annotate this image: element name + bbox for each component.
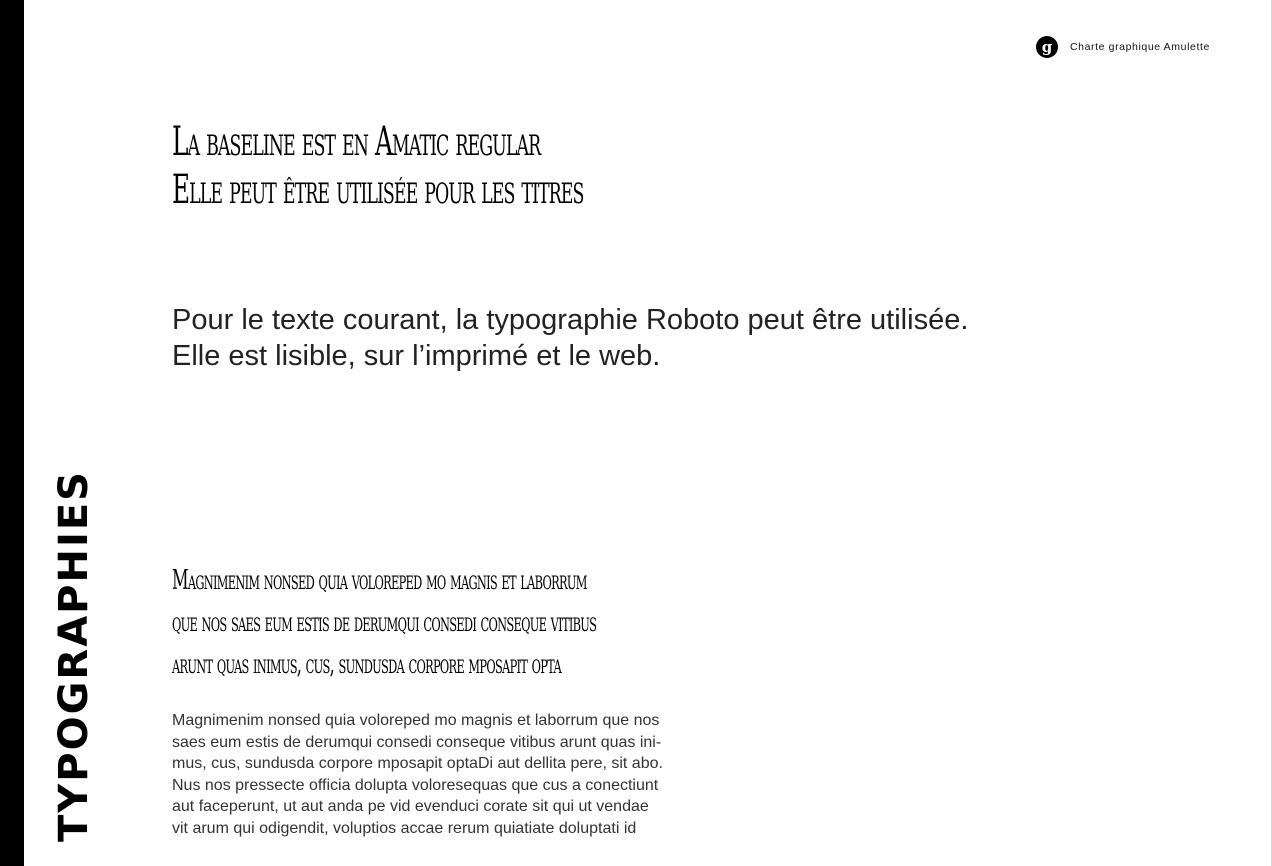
logo-letter: g	[1041, 38, 1053, 56]
display-sample-line: arunt quas inimus, cus, sundusda corpore mposapit opta	[172, 649, 561, 680]
body-font-sample	[172, 710, 732, 840]
section-title: TYPOGRAPHIES	[51, 470, 97, 842]
body-sample-line: Nus nos pressecte officia dolupta voloresequas que cus a conectiunt	[172, 776, 659, 794]
body-sample-line: mus, cus, sundusda corpore mposapit optaDi aut dellita pere, sit abo.	[172, 755, 663, 773]
g-letter-icon	[1036, 36, 1058, 58]
left-accent-bar	[0, 0, 24, 866]
display-sample-line: Magnimenim nonsed quia voloreped mo magnis et laborrum	[172, 565, 587, 596]
intro-line: Elle est lisible, sur l’imprimé et le web.	[172, 340, 661, 372]
body-sample-line: saes eum estis de derumqui consedi conseque vitibus arunt quas ini-	[172, 733, 662, 751]
display-font-sample	[172, 560, 596, 686]
body-sample-line: Magnimenim nonsed quia voloreped mo magnis et laborrum que nos	[172, 712, 660, 729]
display-title-line: La baseline est en Amatic regular	[172, 119, 541, 165]
intro-paragraph	[172, 302, 1072, 374]
body-sample-line: vit arum qui odigendit, voluptios accae rerum quiatiate doluptati id	[172, 819, 637, 837]
header-brand	[1036, 36, 1210, 58]
logo-glyph	[1036, 36, 1058, 58]
display-font-title	[172, 118, 583, 214]
brand-label: Charte graphique Amulette	[1070, 41, 1210, 53]
intro-line: Pour le texte courant, la typographie Roboto peut être utilisée.	[172, 304, 969, 336]
display-title-line: Elle peut être utilisée pour les titres	[172, 167, 584, 213]
display-sample-line: que nos saes eum estis de derumqui consedi conseque vitibus	[172, 607, 597, 638]
body-sample-line: aut faceperunt, ut aut anda pe vid evenduci corate sit qui ut vendae	[172, 798, 649, 816]
